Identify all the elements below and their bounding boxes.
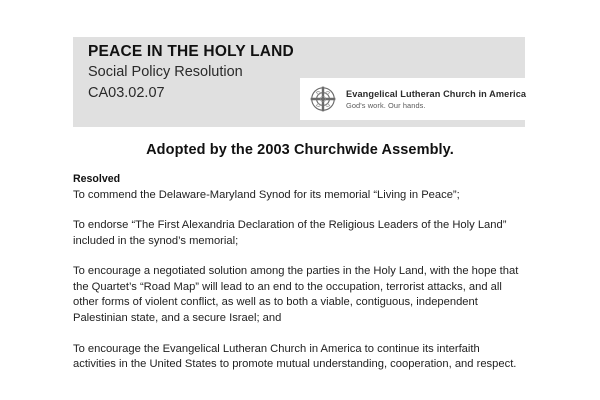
resolution-paragraph: To commend the Delaware-Maryland Synod for its memorial “Living in Peace”; — [73, 188, 460, 201]
resolution-paragraph: To encourage a negotiated solution among the parties in the Holy Land, with the hope that the Quartet’s “Road Map” will lead to an end to the occupation, terrorist attacks, and all other forms of violent conflict, as well as to both a viable, contiguous, independent Palestinian state, and a secure Israel; and — [73, 265, 519, 325]
logo-wordmark — [346, 88, 526, 111]
organization-tagline: God's work. Our hands. — [346, 100, 426, 110]
resolved-heading: Resolved — [73, 173, 121, 185]
document-number: CA03.02.07 — [88, 85, 165, 101]
organization-name: Evangelical Lutheran Church in America — [346, 88, 527, 99]
page-title: PEACE IN THE HOLY LAND — [88, 43, 294, 60]
adopted-statement: Adopted by the 2003 Churchwide Assembly. — [146, 142, 454, 158]
resolution-body — [73, 172, 525, 373]
document-subtitle: Social Policy Resolution — [88, 64, 243, 80]
resolution-paragraph: To endorse “The First Alexandria Declaration of the Religious Leaders of the Holy Land” included in the synod’s memorial; — [73, 219, 507, 247]
organization-logo — [300, 78, 525, 120]
celtic-cross-circle-emblem-icon — [308, 84, 338, 114]
resolution-paragraph: To encourage the Evangelical Lutheran Church in America to continue its interfaith activities in the United States to promote mutual understanding, cooperation, and respect. — [73, 342, 517, 371]
